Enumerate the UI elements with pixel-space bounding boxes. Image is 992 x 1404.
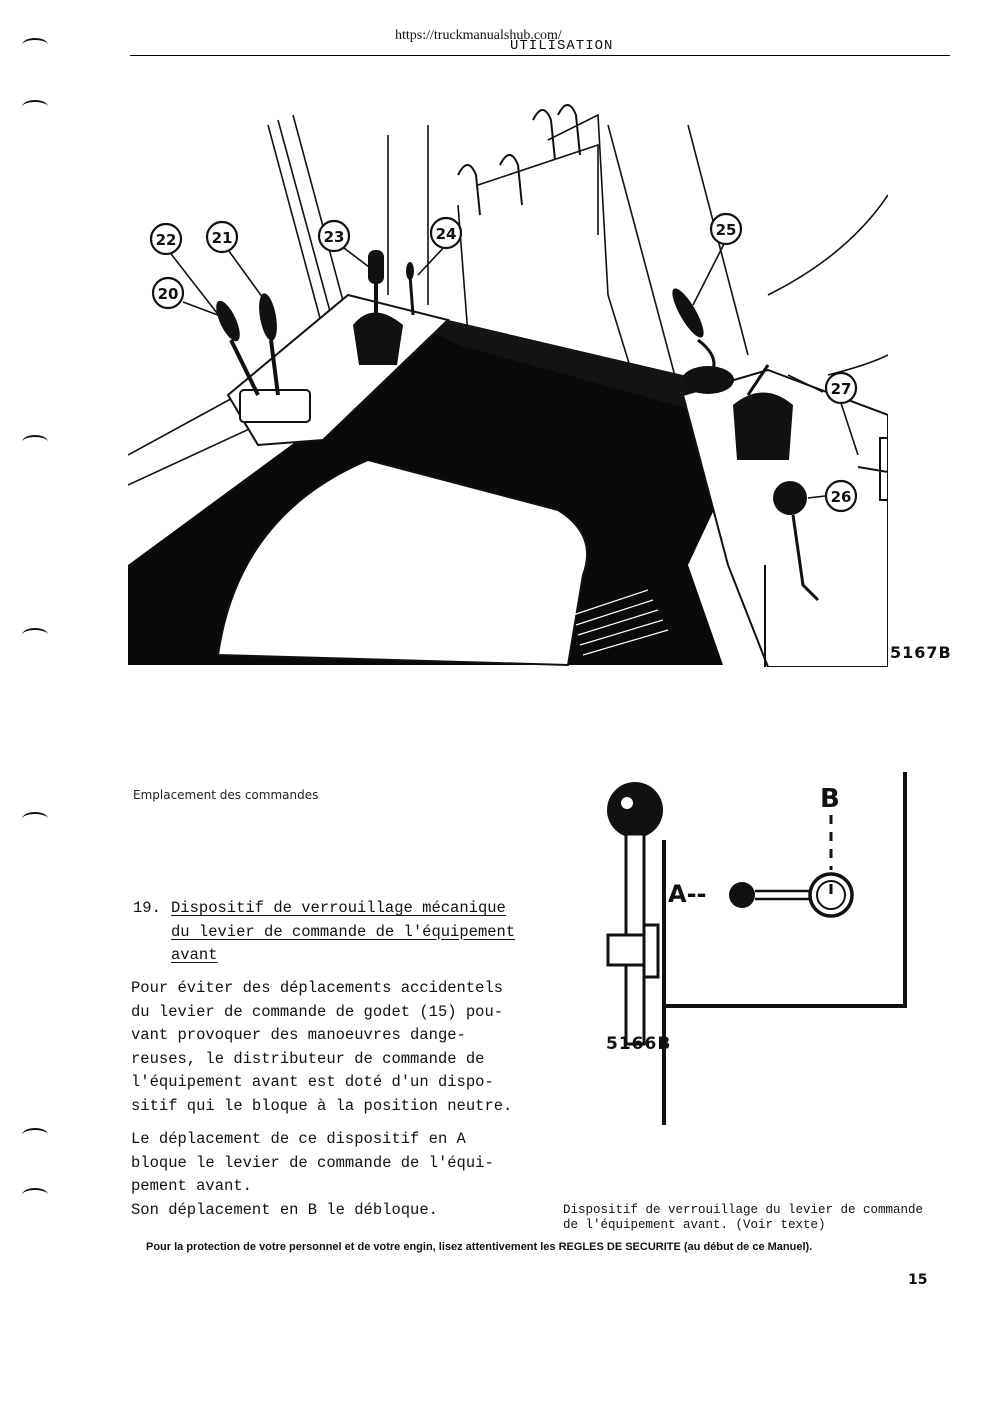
callout-26	[826, 481, 856, 511]
side-figure-caption	[563, 1203, 923, 1233]
callout-27	[826, 373, 856, 403]
callout-22	[151, 224, 181, 254]
scan-margin-mark	[22, 1188, 48, 1202]
page-title: UTILISATION	[510, 38, 614, 54]
lock-device-illustration	[600, 770, 915, 1135]
label-a: A--	[668, 880, 707, 908]
paragraph-line: l'équipement avant est doté d'un dispo-	[131, 1073, 494, 1091]
paragraph-line: Son déplacement en B le débloque.	[131, 1200, 438, 1219]
callout-25	[711, 214, 741, 244]
svg-text:21: 21	[211, 229, 233, 247]
scan-margin-mark	[22, 435, 48, 449]
main-figure-caption: Emplacement des commandes	[133, 788, 319, 802]
main-figure-code: 5167B	[890, 643, 952, 662]
paragraph-2	[131, 1128, 494, 1222]
svg-text:23: 23	[323, 228, 345, 246]
caption-line: Dispositif de verrouillage du levier de commande	[563, 1203, 924, 1217]
header-rule	[130, 55, 950, 56]
scan-margin-mark	[22, 38, 48, 52]
svg-text:22: 22	[155, 231, 177, 249]
svg-text:24: 24	[435, 225, 457, 243]
paragraph-1	[131, 977, 512, 1118]
side-figure-code: 5166B	[606, 1034, 672, 1054]
paragraph-line: Le déplacement de ce dispositif en A	[131, 1130, 466, 1148]
paragraph-line: du levier de commande de godet (15) pou-	[131, 1002, 504, 1021]
safety-note: Pour la protection de votre personnel et de votre engin, lisez attentivement les REGLES DE SECURITE (au début de ce Manuel).	[146, 1241, 813, 1253]
section-heading-line: avant	[171, 946, 218, 964]
callout-24	[431, 218, 461, 248]
paragraph-line: bloque le levier de commande de l'équi-	[131, 1153, 494, 1172]
page-number: 15	[908, 1272, 928, 1288]
section-number: 19.	[133, 899, 161, 917]
scan-margin-mark	[22, 628, 48, 642]
svg-text:20: 20	[157, 285, 179, 303]
section-heading	[171, 897, 515, 968]
callout-23	[319, 221, 349, 251]
scan-margin-mark	[22, 100, 48, 114]
label-b: B	[820, 784, 840, 814]
section-heading-line: Dispositif de verrouillage mécanique	[171, 899, 506, 917]
svg-text:26: 26	[830, 488, 852, 506]
paragraph-line: vant provoquer des manoeuvres dange-	[131, 1026, 466, 1044]
svg-text:27: 27	[830, 380, 852, 398]
paragraph-line: pement avant.	[131, 1177, 252, 1195]
header-url[interactable]: https://truckmanualshub.com/	[395, 28, 562, 43]
scan-margin-mark	[22, 1128, 48, 1142]
paragraph-line: Pour éviter des déplacements accidentels	[131, 979, 504, 997]
svg-text:25: 25	[715, 221, 737, 239]
caption-line: de l'équipement avant. (Voir texte)	[563, 1218, 826, 1232]
callout-21	[207, 222, 237, 252]
paragraph-line: sitif qui le bloque à la position neutre.	[131, 1096, 513, 1115]
callout-20	[153, 278, 183, 308]
scan-margin-mark	[22, 812, 48, 826]
paragraph-line: reuses, le distributeur de commande de	[131, 1049, 485, 1068]
cab-controls-illustration	[128, 95, 888, 667]
section-heading-line: du levier de commande de l'équipement	[171, 922, 516, 941]
